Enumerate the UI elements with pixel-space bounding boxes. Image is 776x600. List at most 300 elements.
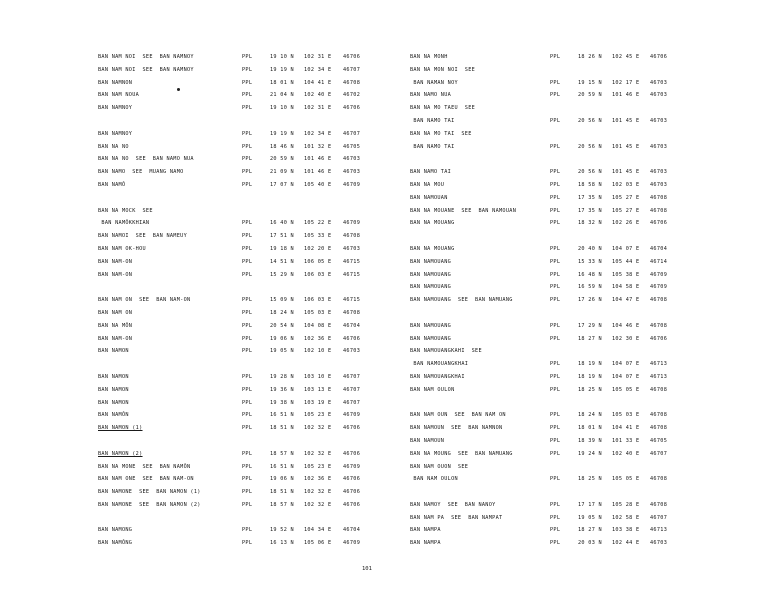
entry-map-sheet: 46706 bbox=[343, 54, 361, 60]
entry-name: BAN NAMÔKKHIAN bbox=[98, 220, 150, 227]
gazetteer-entry bbox=[410, 310, 680, 323]
gazetteer-entry bbox=[98, 105, 368, 118]
entry-feature-type: PPL bbox=[242, 501, 253, 508]
entry-feature-type: PPL bbox=[550, 181, 561, 188]
entry-map-sheet: 46708 bbox=[650, 386, 668, 393]
entry-latitude: 20 56 N bbox=[578, 169, 602, 176]
entry-latitude: 19 05 N bbox=[270, 348, 294, 355]
entry-name: BAN NAMONG bbox=[98, 527, 133, 534]
entry-latitude: 19 28 N bbox=[270, 373, 294, 380]
entry-feature-type: PPL bbox=[242, 322, 253, 329]
entry-feature-type: PPL bbox=[550, 143, 561, 150]
gazetteer-entry bbox=[410, 144, 680, 157]
entry-latitude: 17 35 N bbox=[578, 194, 602, 201]
entry-longitude: 102 10 E bbox=[304, 348, 332, 355]
entry-longitude: 102 17 E bbox=[612, 79, 640, 86]
entry-map-sheet: 46704 bbox=[343, 527, 361, 534]
entry-feature-type: PPL bbox=[550, 437, 561, 444]
entry-map-sheet: 46707 bbox=[343, 386, 361, 393]
entry-name: BAN NAM NOI SEE BAN NAMNOY bbox=[98, 66, 194, 73]
entry-name: BAN NAMOUANG SEE BAN NAMUANG bbox=[410, 297, 513, 304]
entry-longitude: 105 06 E bbox=[304, 540, 332, 547]
entry-name: BAN NAMOUANG bbox=[410, 258, 452, 265]
gazetteer-entry bbox=[98, 208, 368, 221]
entry-latitude: 18 57 N bbox=[270, 501, 294, 508]
entry-feature-type: PPL bbox=[550, 245, 561, 252]
entry-name: BAN NA MONE SEE BAN NAMÔN bbox=[98, 463, 191, 470]
entry-latitude: 18 19 N bbox=[578, 361, 602, 368]
entry-latitude: 18 01 N bbox=[270, 79, 294, 86]
entry-map-sheet: 46715 bbox=[343, 271, 361, 278]
gazetteer-entry bbox=[98, 515, 368, 528]
entry-name: BAN NAMOUAN bbox=[410, 194, 448, 201]
gazetteer-entry bbox=[98, 438, 368, 451]
entry-latitude: 17 07 N bbox=[270, 181, 294, 188]
entry-name: BAN NAM-ON bbox=[98, 271, 133, 278]
entry-latitude: 15 09 N bbox=[270, 297, 294, 304]
entry-name: BAN NA MONH bbox=[410, 54, 448, 60]
entry-name: BAN NAM NOUA bbox=[98, 92, 140, 99]
gazetteer-entry bbox=[98, 400, 368, 413]
gazetteer-entry bbox=[410, 438, 680, 451]
entry-name: BAN NAMOUANG bbox=[410, 322, 452, 329]
entry-longitude: 104 47 E bbox=[612, 297, 640, 304]
entry-map-sheet: 46709 bbox=[343, 181, 361, 188]
gazetteer-entry bbox=[98, 348, 368, 361]
entry-feature-type: PPL bbox=[550, 450, 561, 457]
entry-feature-type: PPL bbox=[550, 361, 561, 368]
gazetteer-entry bbox=[410, 105, 680, 118]
gazetteer-entry bbox=[98, 284, 368, 297]
entry-map-sheet: 46706 bbox=[343, 489, 361, 496]
gazetteer-entry bbox=[410, 220, 680, 233]
entry-map-sheet: 46706 bbox=[650, 335, 668, 342]
entry-latitude: 17 51 N bbox=[270, 233, 294, 240]
entry-latitude: 18 19 N bbox=[578, 373, 602, 380]
entry-feature-type: PPL bbox=[242, 245, 253, 252]
entry-latitude: 18 58 N bbox=[578, 181, 602, 188]
entry-map-sheet: 46713 bbox=[650, 527, 668, 534]
entry-longitude: 102 30 E bbox=[612, 335, 640, 342]
gazetteer-entry bbox=[410, 67, 680, 80]
entry-longitude: 101 33 E bbox=[612, 437, 640, 444]
entry-feature-type: PPL bbox=[550, 54, 561, 60]
gazetteer-entry bbox=[98, 540, 368, 553]
entry-longitude: 105 33 E bbox=[304, 233, 332, 240]
entry-name: BAN NAMOY SEE BAN NANOY bbox=[410, 501, 496, 508]
entry-latitude: 18 46 N bbox=[270, 143, 294, 150]
gazetteer-entry bbox=[98, 80, 368, 93]
entry-name: BAN NAMO TAI bbox=[410, 117, 455, 124]
entry-feature-type: PPL bbox=[550, 322, 561, 329]
entry-map-sheet: 46704 bbox=[343, 322, 361, 329]
entry-latitude: 18 01 N bbox=[578, 425, 602, 432]
gazetteer-entry bbox=[98, 412, 368, 425]
entry-latitude: 14 51 N bbox=[270, 258, 294, 265]
entry-feature-type: PPL bbox=[242, 540, 253, 547]
entry-name: BAN NAM OULON bbox=[410, 386, 455, 393]
entry-latitude: 19 06 N bbox=[270, 476, 294, 483]
entry-map-sheet: 46703 bbox=[343, 156, 361, 163]
entry-latitude: 19 15 N bbox=[578, 79, 602, 86]
entry-longitude: 102 31 E bbox=[304, 54, 332, 60]
gazetteer-entry bbox=[98, 297, 368, 310]
gazetteer-entry bbox=[410, 284, 680, 297]
entry-name: BAN NAMON bbox=[98, 399, 129, 406]
entry-name: BAN NAM OULON bbox=[410, 476, 458, 483]
gazetteer-entry bbox=[98, 464, 368, 477]
entry-name: BAN NAMAN NOY bbox=[410, 79, 458, 86]
gazetteer-entry bbox=[98, 220, 368, 233]
entry-name: BAN NA MOUNG SEE BAN NAMUANG bbox=[410, 450, 513, 457]
entry-map-sheet: 46708 bbox=[650, 322, 668, 329]
entry-map-sheet: 46709 bbox=[343, 540, 361, 547]
entry-feature-type: PPL bbox=[242, 258, 253, 265]
entry-name: BAN NA MÔN bbox=[98, 322, 133, 329]
entry-feature-type: PPL bbox=[550, 169, 561, 176]
entry-latitude: 18 24 N bbox=[578, 412, 602, 419]
entry-longitude: 105 44 E bbox=[612, 258, 640, 265]
entry-latitude: 19 38 N bbox=[270, 399, 294, 406]
entry-longitude: 102 32 E bbox=[304, 425, 332, 432]
gazetteer-entry bbox=[98, 527, 368, 540]
entry-feature-type: PPL bbox=[242, 297, 253, 304]
entry-name: BAN NAMOUANGKHAI bbox=[410, 361, 469, 368]
entry-longitude: 104 41 E bbox=[304, 79, 332, 86]
entry-longitude: 102 34 E bbox=[304, 66, 332, 73]
entry-map-sheet: 46706 bbox=[343, 105, 361, 112]
entry-name: BAN NA MOCK SEE bbox=[98, 207, 153, 214]
gazetteer-entry bbox=[410, 374, 680, 387]
entry-feature-type: PPL bbox=[242, 156, 253, 163]
entry-longitude: 101 46 E bbox=[304, 156, 332, 163]
left-column bbox=[98, 54, 368, 553]
gazetteer-entry bbox=[98, 489, 368, 502]
entry-feature-type: PPL bbox=[550, 297, 561, 304]
entry-latitude: 20 59 N bbox=[578, 92, 602, 99]
entry-latitude: 20 03 N bbox=[578, 540, 602, 547]
entry-name: BAN NA MOUANG bbox=[410, 245, 455, 252]
entry-feature-type: PPL bbox=[550, 207, 561, 214]
entry-feature-type: PPL bbox=[242, 79, 253, 86]
entry-latitude: 19 10 N bbox=[270, 105, 294, 112]
entry-map-sheet: 46706 bbox=[343, 501, 361, 508]
gazetteer-entry bbox=[410, 348, 680, 361]
gazetteer-entry bbox=[98, 144, 368, 157]
entry-longitude: 102 20 E bbox=[304, 245, 332, 252]
gazetteer-entry bbox=[410, 182, 680, 195]
gazetteer-entry bbox=[410, 540, 680, 553]
entry-name: BAN NAMO SEE MUANG NAMO bbox=[98, 169, 184, 176]
entry-map-sheet: 46708 bbox=[650, 194, 668, 201]
gazetteer-entry bbox=[410, 476, 680, 489]
entry-latitude: 19 19 N bbox=[270, 66, 294, 73]
gazetteer-entry bbox=[410, 489, 680, 502]
entry-longitude: 101 32 E bbox=[304, 143, 332, 150]
entry-map-sheet: 46707 bbox=[650, 514, 668, 521]
entry-map-sheet: 46706 bbox=[650, 220, 668, 227]
entry-map-sheet: 46702 bbox=[343, 92, 361, 99]
entry-feature-type: PPL bbox=[550, 79, 561, 86]
entry-feature-type: PPL bbox=[550, 373, 561, 380]
gazetteer-entry bbox=[98, 246, 368, 259]
entry-feature-type: PPL bbox=[550, 92, 561, 99]
entry-name: BAN NA MO TAI SEE bbox=[410, 130, 472, 137]
gazetteer-entry bbox=[98, 451, 368, 464]
entry-longitude: 101 46 E bbox=[612, 92, 640, 99]
entry-map-sheet: 46703 bbox=[650, 92, 668, 99]
entry-feature-type: PPL bbox=[550, 386, 561, 393]
entry-feature-type: PPL bbox=[550, 412, 561, 419]
entry-latitude: 16 51 N bbox=[270, 412, 294, 419]
gazetteer-entry bbox=[98, 233, 368, 246]
entry-name: BAN NAMNOY bbox=[98, 130, 133, 137]
gazetteer-entry bbox=[98, 502, 368, 515]
entry-name: BAN NAMOUANG bbox=[410, 335, 452, 342]
entry-name: BAN NAM NOI SEE BAN NAMNOY bbox=[98, 54, 194, 60]
entry-map-sheet: 46708 bbox=[650, 425, 668, 432]
entry-name: BAN NAMONE SEE BAN NAMON (2) bbox=[98, 501, 201, 508]
entry-longitude: 102 58 E bbox=[612, 514, 640, 521]
gazetteer-entry bbox=[98, 387, 368, 400]
entry-feature-type: PPL bbox=[242, 181, 253, 188]
entry-map-sheet: 46706 bbox=[343, 450, 361, 457]
gazetteer-entry bbox=[410, 464, 680, 477]
gazetteer-entry bbox=[410, 80, 680, 93]
entry-feature-type: PPL bbox=[242, 450, 253, 457]
gazetteer-entry bbox=[410, 195, 680, 208]
entry-name: BAN NAMPA bbox=[410, 540, 441, 547]
gazetteer-entry bbox=[98, 131, 368, 144]
entry-longitude: 105 27 E bbox=[612, 194, 640, 201]
entry-latitude: 18 25 N bbox=[578, 476, 602, 483]
entry-longitude: 102 32 E bbox=[304, 450, 332, 457]
entry-map-sheet: 46713 bbox=[650, 361, 668, 368]
entry-map-sheet: 46708 bbox=[343, 79, 361, 86]
entry-name: BAN NAM ON SEE BAN NAM-ON bbox=[98, 297, 191, 304]
gazetteer-entry bbox=[98, 476, 368, 489]
entry-map-sheet: 46703 bbox=[343, 348, 361, 355]
gazetteer-entry bbox=[98, 156, 368, 169]
entry-name: BAN NAMON bbox=[98, 386, 129, 393]
entry-longitude: 104 08 E bbox=[304, 322, 332, 329]
entry-name: BAN NAM-ON bbox=[98, 335, 133, 342]
entry-latitude: 18 39 N bbox=[578, 437, 602, 444]
entry-latitude: 20 56 N bbox=[578, 143, 602, 150]
gazetteer-entry bbox=[410, 246, 680, 259]
entry-latitude: 20 59 N bbox=[270, 156, 294, 163]
gazetteer-entry bbox=[98, 336, 368, 349]
entry-name: BAN NAMON bbox=[98, 373, 129, 380]
entry-map-sheet: 46705 bbox=[650, 437, 668, 444]
gazetteer-entry bbox=[410, 515, 680, 528]
entry-map-sheet: 46703 bbox=[650, 540, 668, 547]
entry-latitude: 16 59 N bbox=[578, 284, 602, 291]
entry-map-sheet: 46709 bbox=[343, 412, 361, 419]
entry-name: BAN NAMOUN SEE BAN NAMNON bbox=[410, 425, 503, 432]
entry-latitude: 18 27 N bbox=[578, 335, 602, 342]
entry-name: BAN NAMO TAI bbox=[410, 169, 452, 176]
entry-name: BAN NAMOUANGKHAI bbox=[410, 373, 465, 380]
entry-longitude: 103 19 E bbox=[304, 399, 332, 406]
entry-longitude: 105 40 E bbox=[304, 181, 332, 188]
entry-longitude: 102 36 E bbox=[304, 476, 332, 483]
gazetteer-entry bbox=[410, 118, 680, 131]
gazetteer-entry bbox=[98, 323, 368, 336]
entry-latitude: 21 09 N bbox=[270, 169, 294, 176]
gazetteer-entry bbox=[410, 412, 680, 425]
entry-name: BAN NAMOUANG bbox=[410, 284, 452, 291]
entry-longitude: 101 45 E bbox=[612, 117, 640, 124]
entry-name: BAN NAMOI SEE BAN NAMEUY bbox=[98, 233, 188, 240]
entry-longitude: 101 46 E bbox=[304, 169, 332, 176]
entry-longitude: 102 32 E bbox=[304, 489, 332, 496]
entry-longitude: 102 36 E bbox=[304, 335, 332, 342]
ink-speck bbox=[177, 88, 180, 91]
entry-latitude: 17 35 N bbox=[578, 207, 602, 214]
entry-map-sheet: 46713 bbox=[650, 373, 668, 380]
entry-longitude: 102 40 E bbox=[304, 92, 332, 99]
entry-map-sheet: 46706 bbox=[343, 476, 361, 483]
entry-feature-type: PPL bbox=[242, 105, 253, 112]
entry-name: BAN NAMNOY bbox=[98, 105, 133, 112]
entry-name: BAN NAMÔNG bbox=[98, 540, 133, 547]
entry-longitude: 102 31 E bbox=[304, 105, 332, 112]
entry-longitude: 105 38 E bbox=[612, 271, 640, 278]
entry-longitude: 102 44 E bbox=[612, 540, 640, 547]
entry-latitude: 18 51 N bbox=[270, 489, 294, 496]
entry-latitude: 18 57 N bbox=[270, 450, 294, 457]
entry-name: BAN NAMNON bbox=[98, 79, 133, 86]
entry-longitude: 106 03 E bbox=[304, 271, 332, 278]
gazetteer-entry bbox=[410, 208, 680, 221]
entry-longitude: 103 10 E bbox=[304, 373, 332, 380]
entry-map-sheet: 46708 bbox=[343, 309, 361, 316]
entry-name: BAN NAMOUANGKAHI SEE bbox=[410, 348, 482, 355]
entry-name: BAN NAMON (2) bbox=[98, 450, 143, 457]
gazetteer-entry bbox=[98, 425, 368, 438]
entry-longitude: 104 07 E bbox=[612, 361, 640, 368]
gazetteer-entry bbox=[410, 169, 680, 182]
entry-map-sheet: 46709 bbox=[650, 284, 668, 291]
gazetteer-entry bbox=[410, 131, 680, 144]
entry-latitude: 18 51 N bbox=[270, 425, 294, 432]
entry-latitude: 19 36 N bbox=[270, 386, 294, 393]
entry-latitude: 15 33 N bbox=[578, 258, 602, 265]
gazetteer-entry bbox=[98, 118, 368, 131]
entry-map-sheet: 46703 bbox=[650, 79, 668, 86]
gazetteer-entry bbox=[410, 361, 680, 374]
entry-feature-type: PPL bbox=[550, 258, 561, 265]
entry-name: BAN NAMPA bbox=[410, 527, 441, 534]
entry-feature-type: PPL bbox=[242, 425, 253, 432]
entry-feature-type: PPL bbox=[550, 425, 561, 432]
entry-name: BAN NAMONE SEE BAN NAMON (1) bbox=[98, 489, 201, 496]
entry-name: BAN NAM-ON bbox=[98, 258, 133, 265]
entry-latitude: 20 40 N bbox=[578, 245, 602, 252]
entry-feature-type: PPL bbox=[242, 527, 253, 534]
entry-feature-type: PPL bbox=[242, 271, 253, 278]
entry-feature-type: PPL bbox=[550, 220, 561, 227]
entry-longitude: 102 03 E bbox=[612, 181, 640, 188]
entry-latitude: 19 24 N bbox=[578, 450, 602, 457]
entry-map-sheet: 46708 bbox=[343, 233, 361, 240]
entry-longitude: 105 22 E bbox=[304, 220, 332, 227]
gazetteer-entry bbox=[98, 169, 368, 182]
entry-longitude: 105 27 E bbox=[612, 207, 640, 214]
entry-longitude: 105 05 E bbox=[612, 386, 640, 393]
entry-map-sheet: 46706 bbox=[650, 54, 668, 60]
entry-map-sheet: 46703 bbox=[650, 181, 668, 188]
gazetteer-entry bbox=[410, 425, 680, 438]
entry-map-sheet: 46709 bbox=[650, 271, 668, 278]
entry-feature-type: PPL bbox=[550, 527, 561, 534]
entry-name: BAN NAMÔ bbox=[98, 181, 126, 188]
gazetteer-entry bbox=[410, 451, 680, 464]
entry-longitude: 103 38 E bbox=[612, 527, 640, 534]
entry-name: BAN NAM ONE SEE BAN NAM-ON bbox=[98, 476, 194, 483]
gazetteer-entry bbox=[410, 387, 680, 400]
entry-feature-type: PPL bbox=[242, 489, 253, 496]
entry-map-sheet: 46703 bbox=[343, 169, 361, 176]
gazetteer-entry bbox=[98, 182, 368, 195]
entry-latitude: 19 06 N bbox=[270, 335, 294, 342]
entry-map-sheet: 46707 bbox=[343, 130, 361, 137]
gazetteer-entry bbox=[98, 67, 368, 80]
entry-feature-type: PPL bbox=[242, 399, 253, 406]
entry-map-sheet: 46708 bbox=[650, 501, 668, 508]
entry-map-sheet: 46709 bbox=[343, 463, 361, 470]
entry-feature-type: PPL bbox=[242, 169, 253, 176]
entry-name: BAN NAM ON bbox=[98, 309, 133, 316]
entry-feature-type: PPL bbox=[242, 348, 253, 355]
entry-map-sheet: 46703 bbox=[343, 245, 361, 252]
gazetteer-entry bbox=[410, 336, 680, 349]
entry-longitude: 105 23 E bbox=[304, 412, 332, 419]
entry-latitude: 16 48 N bbox=[578, 271, 602, 278]
entry-longitude: 104 07 E bbox=[612, 373, 640, 380]
entry-latitude: 15 29 N bbox=[270, 271, 294, 278]
entry-map-sheet: 46706 bbox=[343, 425, 361, 432]
entry-feature-type: PPL bbox=[550, 476, 561, 483]
entry-feature-type: PPL bbox=[550, 514, 561, 521]
entry-map-sheet: 46707 bbox=[343, 373, 361, 380]
entry-feature-type: PPL bbox=[242, 476, 253, 483]
entry-latitude: 18 25 N bbox=[578, 386, 602, 393]
entry-name: BAN NA MOUANG bbox=[410, 220, 455, 227]
entry-feature-type: PPL bbox=[242, 233, 253, 240]
gazetteer-entry bbox=[98, 92, 368, 105]
entry-name: BAN NAMO TAI bbox=[410, 143, 455, 150]
gazetteer-entry bbox=[410, 259, 680, 272]
gazetteer-entry bbox=[410, 527, 680, 540]
entry-feature-type: PPL bbox=[242, 130, 253, 137]
gazetteer-entry bbox=[98, 272, 368, 285]
entry-map-sheet: 46707 bbox=[343, 399, 361, 406]
entry-feature-type: PPL bbox=[550, 335, 561, 342]
entry-feature-type: PPL bbox=[242, 66, 253, 73]
entry-feature-type: PPL bbox=[242, 463, 253, 470]
entry-longitude: 104 46 E bbox=[612, 322, 640, 329]
gazetteer-entry bbox=[98, 361, 368, 374]
entry-longitude: 101 45 E bbox=[612, 169, 640, 176]
gazetteer-entry bbox=[98, 195, 368, 208]
entry-latitude: 16 40 N bbox=[270, 220, 294, 227]
entry-feature-type: PPL bbox=[242, 92, 253, 99]
entry-latitude: 19 05 N bbox=[578, 514, 602, 521]
entry-map-sheet: 46707 bbox=[343, 66, 361, 73]
entry-name: BAN NAMON bbox=[98, 348, 129, 355]
